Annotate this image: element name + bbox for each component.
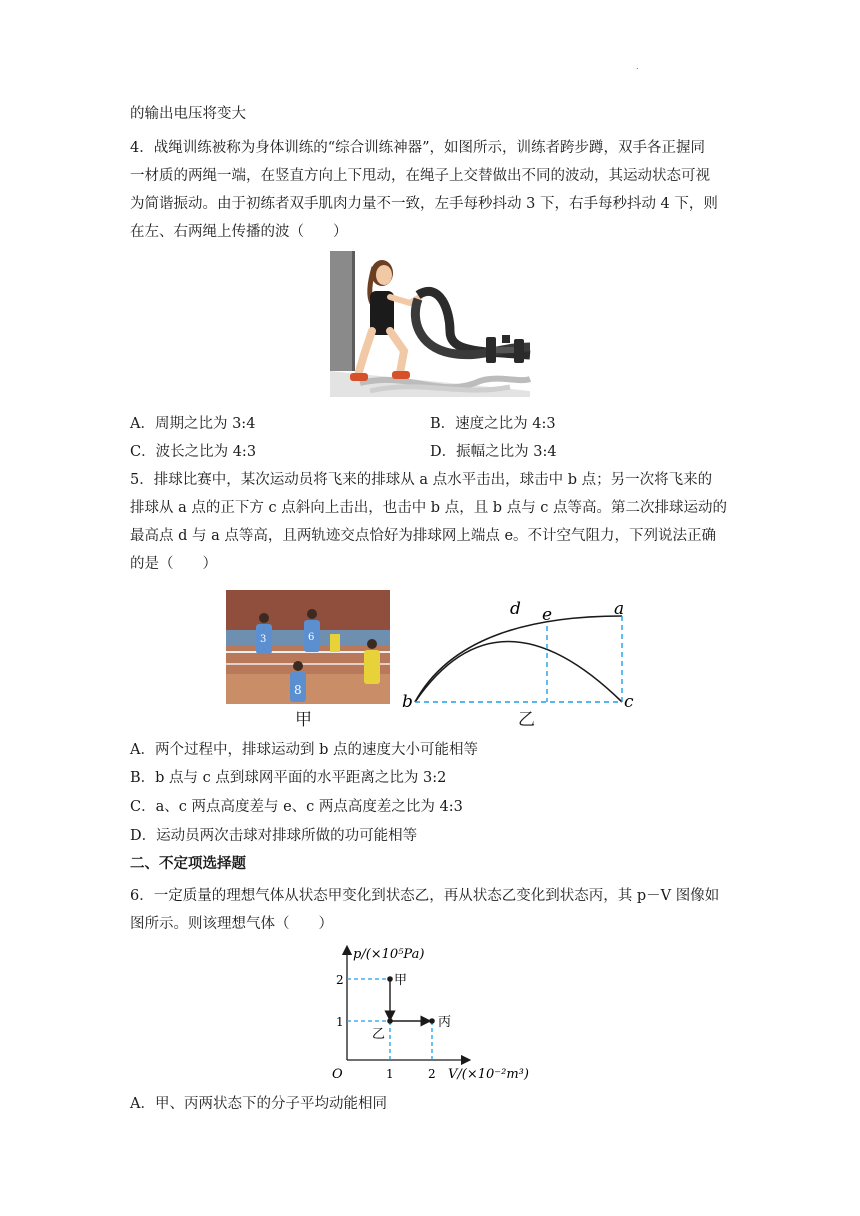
q5-option-a: A．两个过程中，排球运动到 b 点的速度大小可能相等 [130,742,478,758]
q6-line-1: 6．一定质量的理想气体从状态甲变化到状态乙，再从状态乙变化到状态丙，其 p－V 图像如 [130,888,720,904]
q3-tail-text: 的输出电压将变大 [130,106,246,122]
pv-x-tick-1: 1 [386,1067,394,1081]
pv-y-tick-2: 2 [336,973,344,987]
q5-line-4: 的是（ ） [130,556,217,572]
photo-number-8: 8 [294,683,302,697]
pv-graph [326,942,536,1084]
q6-option-a: A．甲、丙两状态下的分子平均动能相同 [130,1096,387,1112]
point-label-b: b [402,692,413,712]
pv-x-tick-2: 2 [428,1067,436,1081]
q5-option-b: B．b 点与 c 点到球网平面的水平距离之比为 3:2 [130,770,447,786]
q4-line-3: 为简谐振动。由于初练者双手肌肉力量不一致，左手每秒抖动 3 下，右手每秒抖动 4 下，则 [130,196,718,212]
q5-line-1: 5．排球比赛中，某次运动员将飞来的排球从 a 点水平击出，球击中 b 点；另一次将飞来的 [130,472,713,488]
pv-y-axis-label: p/(×10⁵Pa) [353,947,425,962]
pv-state-bing: 丙 [438,1015,452,1030]
section-heading: 二、不定项选择题 [130,856,246,872]
volleyball-photo [226,590,390,704]
q5-option-c: C．a、c 两点高度差与 e、c 两点高度差之比为 4:3 [130,799,463,815]
q5-line-2: 排球从 a 点的正下方 c 点斜向上击出，也击中 b 点，且 b 点与 c 点等高。第二次排球运动的 [130,500,728,516]
pv-x-axis-label: V/(×10⁻²m³) [448,1067,529,1082]
pv-y-tick-1: 1 [336,1015,344,1029]
trajectory-diagram [400,596,640,710]
battle-rope-illustration [330,251,530,397]
q4-line-1: 4．战绳训练被称为身体训练的“综合训练神器”，如图所示，训练者跨步蹲，双手各正握同 [130,140,706,156]
q4-option-b: B．速度之比为 4:3 [430,416,556,432]
q5-line-3: 最高点 d 与 a 点等高，且两轨迹交点恰好为排球网上端点 e。不计空气阻力，下列说法正确 [130,528,717,544]
pv-state-jia: 甲 [394,973,408,988]
q4-option-a: A．周期之比为 3:4 [130,416,256,432]
point-label-d: d [510,599,521,619]
point-label-e: e [542,605,553,625]
q4-line-2: 一材质的两绳一端，在竖直方向上下甩动，在绳子上交替做出不同的波动，其运动状态可视 [130,168,710,184]
fig-label-jia: 甲 [295,710,312,730]
point-label-a: a [614,599,625,619]
q4-option-c: C．波长之比为 4:3 [130,444,257,460]
top-mark: . [636,62,639,71]
point-label-c: c [624,692,634,712]
photo-number-6: 6 [308,632,315,643]
q5-option-d: D．运动员两次击球对排球所做的功可能相等 [130,828,418,844]
fig-label-yi: 乙 [518,710,535,730]
pv-state-yi: 乙 [372,1027,386,1042]
q4-line-4: 在左、右两绳上传播的波（ ） [130,224,348,240]
photo-number-3: 3 [260,634,267,645]
pv-origin-label: O [332,1067,343,1082]
q6-line-2: 图所示。则该理想气体（ ） [130,916,333,932]
q4-option-d: D．振幅之比为 3:4 [430,444,557,460]
